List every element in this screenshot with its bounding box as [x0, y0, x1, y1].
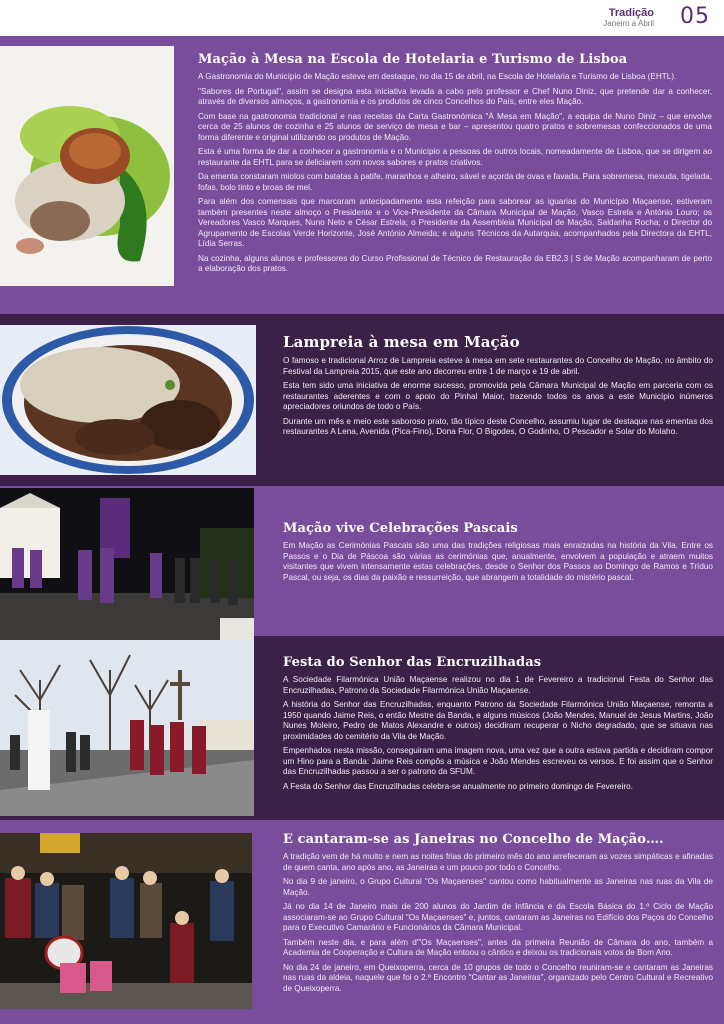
article-paragraph: "Sabores de Portugal", assim se designa esta iniciativa levada a cabo pelo professor e Chef Nuno Diniz, que pretende dar a conhecer, através de diversos almoços, a gastronomia e os produtos de cinco Concelhos do País, entre eles Mação. [198, 86, 712, 106]
article-paragraph: A Sociedade Filarmónica União Maçaense realizou no dia 1 de Fevereiro a tradicional Festa do Senhor das Encruzilhadas, Patrono da Sociedade Filarmónica União Maçaense. [283, 675, 713, 695]
food-dish-photo [0, 46, 174, 286]
section-dates: Janeiro a Abril [603, 19, 654, 28]
article-paragraph: No dia 9 de janeiro, o Grupo Cultural "Os Maçaenses" cantou como habitualmente as Janeiras nas ruas da Vila de Mação. [283, 877, 713, 897]
article-title: Festa do Senhor das Encruzilhadas [283, 655, 542, 670]
article-paragraph: Esta é uma forma de dar a conhecer a gastronomia e o Município a pessoas de outros locais, nomeadamente de Lisboa, que se dirigem ao restaurante da EHTL para se deliciarem com novos sabores e pratos criativos. [198, 147, 712, 167]
article-janeiras [283, 832, 713, 998]
article-lampreia [283, 333, 713, 442]
section-name: Tradição [608, 7, 654, 19]
page-header [0, 0, 724, 36]
page-number: 05 [680, 4, 710, 29]
section-label [603, 8, 654, 28]
lamprey-rice-photo [0, 325, 256, 475]
article-paragraph: Para além dos comensais que marcaram antecipadamente esta refeição para saborear as iguarias do Município Maçaense, estiveram também presentes neste almoço o Presidente e o Vice-Presidente da Câmara Municipal de Mação, Vasco Estrela e António Louro; os Vereadores Vasco Marques, Nuno Neto e César Estrela; o Presidente da Assembleia Municipal de Mação, Saldanha Rocha; o Director do Agrupamento de Escolas Verde Horizonte, José António Almeida; e alguns Técnicos da Autarquia, acompanhados pela Directora da EHTL, Lídia Serras. [198, 197, 712, 248]
easter-procession-photo [0, 488, 254, 640]
article-paragraph: Durante um mês e meio este saboroso prato, tão típico deste Concelho, assumiu lugar de destaque nas ementas dos restaurantes A Lena, Avenida (Pica-Fino), Dona Flor, O Bigodes, O Godinho, O Pescador e Solar do Molaho. [283, 416, 713, 436]
article-paragraph: Esta tem sido uma iniciativa de enorme sucesso, promovida pela Câmara Municipal de Mação em parceria com os restaurantes aderentes e com o apoio do Pinhal Maior, trazendo todos os anos a este Município inúmeros apreciadores oriundos de todo o País. [283, 381, 713, 411]
janeiras-group-photo [0, 833, 252, 1009]
article-paragraph: No dia 24 de janeiro, em Queixoperra, cerca de 10 grupos de todo o Concelho reuniram-se e cantaram as Janeiras nas ruas da aldeia, naquele que foi o 2.º Encontro "Cantar as Janeiras", organizado pelo Centro Cultural e Recreativo de Queixoperra. [283, 962, 713, 993]
article-paragraph: A Festa do Senhor das Encruzilhadas celebra-se anualmente no primeiro domingo de Fevereiro. [283, 781, 633, 791]
article-paragraph: Na cozinha, alguns alunos e professores do Curso Profissional de Técnico de Restauração da EB2,3 | S de Mação acompanharam de perto a elaboração dos pratos. [198, 253, 712, 273]
article-paragraph: Com base na gastronomia tradicional e nas receitas da Carta Gastronómica "À Mesa em Mação", a equipa de Nuno Diniz – que envolve cerca de 25 alunos de cozinha e 25 alunos de serviço de mesa e bar – apresentou quatro pratos e sobremesas confeccionados de uma forma diferente e original utilizando os produtos de Mação. [198, 111, 712, 142]
article-encruzilhadas [283, 655, 713, 796]
article-title: E cantaram-se as Janeiras no Concelho de Mação…. [283, 832, 664, 847]
article-title: Lampreia à mesa em Mação [283, 333, 520, 351]
article-paragraph: Empenhados nesta missão, conseguiram uma imagem nova, uma vez que a outra estava partida e decidiram compor um Hino para a Banda: Jaime Reis compôs a música e João Mendes escreveu os versos. E foi assim que o Senhor das Encruzilhadas passou a ser o patrono da SFUM. [283, 746, 713, 776]
article-title: Mação vive Celebrações Pascais [283, 521, 518, 536]
article-paragraph: Também neste dia, e para além d'"Os Maçaenses", antes da primeira Reunião de Câmara do ano, também a Academia de Cooperação e Cultura de Mação entoou o cântico e deixou os tradicionais votos de Bom Ano. [283, 937, 713, 957]
article-title: Mação à Mesa na Escola de Hotelaria e Turismo de Lisboa [198, 52, 628, 67]
article-paragraph: A Gastronomia do Município de Mação esteve em destaque, no dia 15 de abril, na Escola de Hotelaria e Turismo de Lisboa (EHTL). [198, 72, 677, 81]
article-pascais [283, 521, 713, 587]
article-paragraph: Da ementa constaram miolos com batatas à patife, maranhos e alheiro, sável e açorda de ovas e favada. Para sobremesa, mexuda, tigelada, fofas, bolo tinto e broas de mel. [198, 172, 712, 192]
senhor-encruzilhadas-photo [0, 640, 254, 816]
article-paragraph: Já no dia 14 de Janeiro mais de 200 alunos do Jardim de Infância e da Escola Básica do 1.º Ciclo de Mação associaram-se ao Grupo Cultural "Os Maçaenses" e, juntos, cantaram as Janeiras no Edifício dos Paços do Concelho para o Executivo Camarário e Funcionários da Câmara Municipal. [283, 902, 713, 932]
article-paragraph: A tradição vem de há muito e nem as noites frias do primeiro mês do ano arrefeceram as vozes simpáticas e afinadas de quem canta, ano após ano, as Janeiras e um pouco por todo o Concelho. [283, 852, 713, 872]
article-paragraph: A história do Senhor das Encruzilhadas, enquanto Patrono da Sociedade Filarmónica União Maçaense, remonta a 1950 quando Jaime Reis, o então Mestre da Banda, e alguns músicos (João Mendes, Manuel de Jesus Martins, João Nunes Moleiro, Pedro de Matos Alexandre e outros) decidiram recuperar o Nicho degradado, que se situava nas proximidades do cemitério da Vila de Mação. [283, 700, 713, 741]
article-gastronomia-ehtl [198, 52, 712, 279]
article-paragraph: O famoso e tradicional Arroz de Lampreia esteve à mesa em sete restaurantes do Concelho de Mação, no âmbito do Festival da Lampreia 2015, que este ano decorreu entre 1 de março e 19 de abril. [283, 356, 713, 376]
article-paragraph: Em Mação as Cerimónias Pascais são uma das tradições religiosas mais enraizadas na história da Vila. Entre os Passos e o Dia de Páscoa são várias as cerimónias que, anualmente, envolvem a população e atraem muitos visitantes que vivem intensamente estas celebrações, desde o Senhor dos Passos ao Domingo de Ramos e Tríduo Pascal, ou seja, os dias da paixão e ressurreição, que abrangem a totalidade do mistério pascal. [283, 541, 713, 582]
